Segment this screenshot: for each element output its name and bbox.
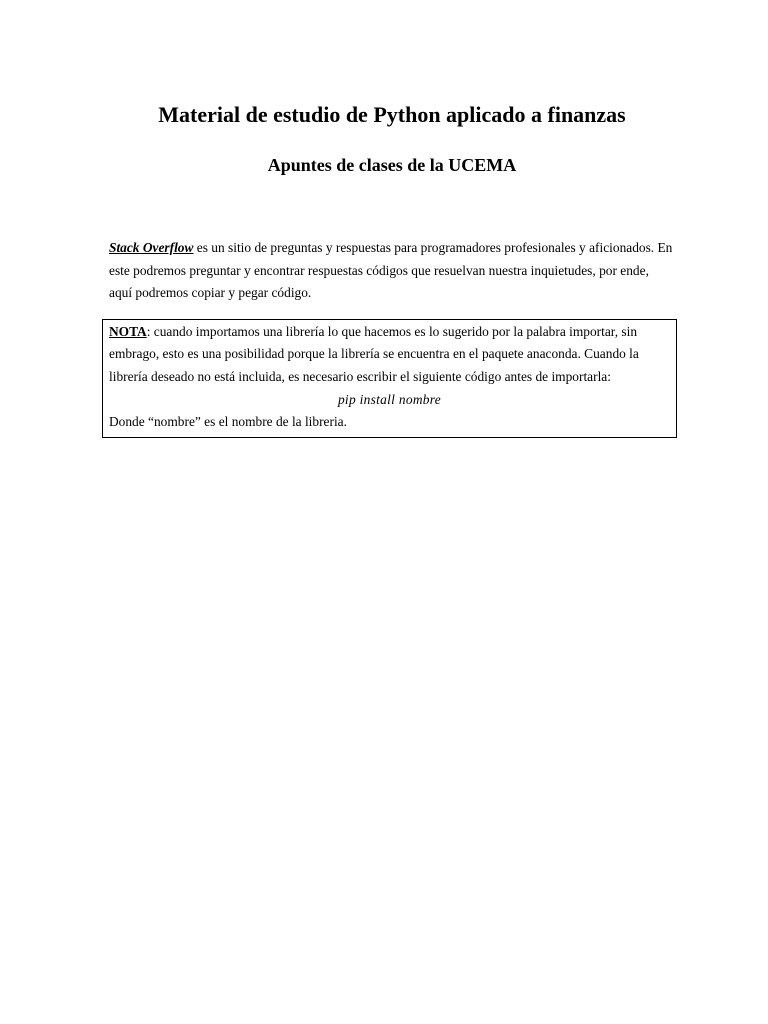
document-subtitle: Apuntes de clases de la UCEMA — [267, 155, 517, 175]
note-line-2: embrago, esto es una posibilidad porque la librería se encuentra en el paquete anaconda. Cuando la — [109, 346, 639, 361]
note-box — [102, 319, 677, 438]
note-line-5: Donde “nombre” es el nombre de la libreria. — [109, 414, 347, 429]
pip-install-formula: pip install nombre — [337, 392, 442, 407]
note-line-1 — [109, 322, 637, 342]
intro-paragraph — [109, 237, 675, 305]
note-label: NOTA — [109, 324, 147, 339]
document-title: Material de estudio de Python aplicado a finanzas — [158, 102, 626, 127]
intro-text: es un sitio de preguntas y respuestas para programadores profesionales y aficionados. En este podremos preguntar y encontrar respuestas códigos que resuelvan nuestra inquietudes, por ende, aquí podremos copiar y pegar código. — [109, 240, 673, 301]
note-line-3: librería deseado no está incluida, es necesario escribir el siguiente código antes de importarla: — [109, 369, 611, 384]
note-line-1-text: : cuando importamos una librería lo que hacemos es lo sugerido por la palabra importar, sin — [146, 324, 638, 339]
stack-overflow-term: Stack Overflow — [109, 240, 194, 255]
